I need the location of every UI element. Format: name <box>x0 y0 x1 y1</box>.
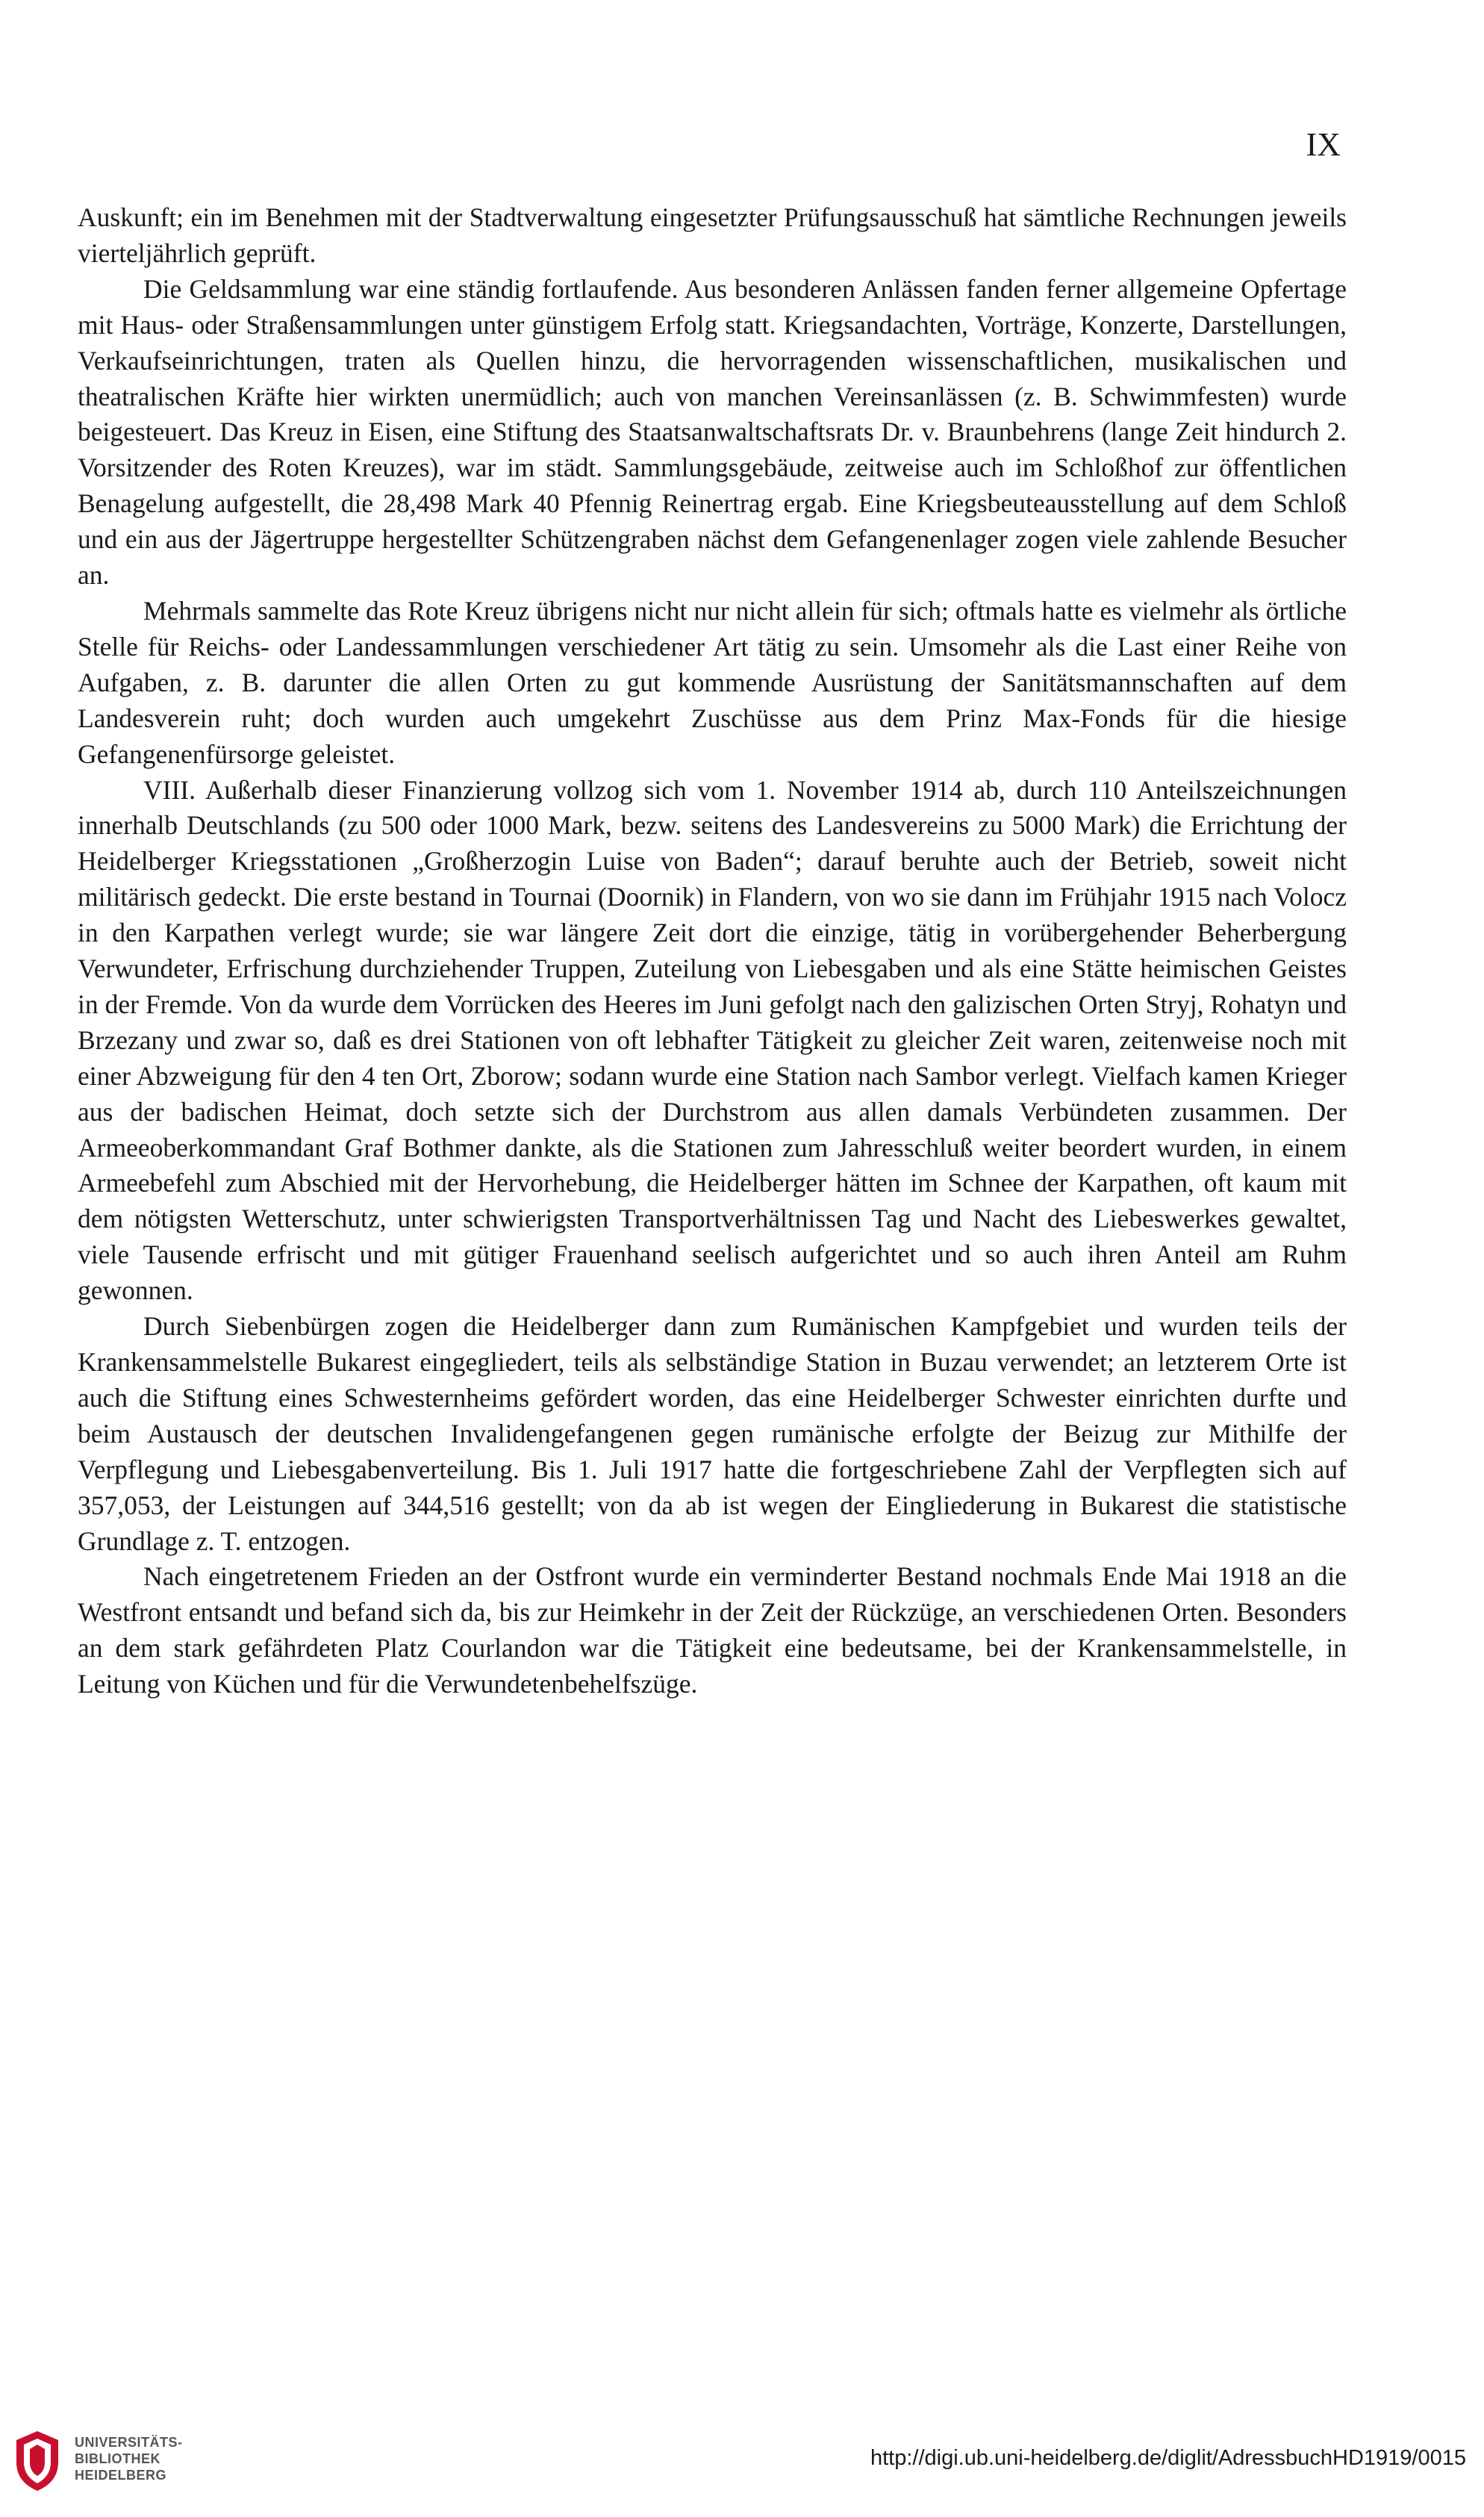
paragraph: Auskunft; ein im Benehmen mit der Stadtverwaltung eingesetzter Prüfungsausschuß hat sämtliche Rechnungen jeweils vierteljährlich geprüft. <box>78 202 1347 268</box>
library-logo-text <box>75 2434 183 2483</box>
library-line: HEIDELBERG <box>75 2468 167 2483</box>
library-line: BIBLIOTHEK <box>75 2451 160 2466</box>
university-seal-icon <box>13 2428 61 2494</box>
library-line: UNIVERSITÄTS- <box>75 2435 183 2450</box>
paragraph: Die Geldsammlung war eine ständig fortlaufende. Aus besonderen Anlässen fanden ferner allgemeine Opfertage mit Haus- oder Straßensammlungen unter günstigem Erfolg statt. Kriegsandachten, Vorträge, Konzerte, Darstellungen, Verkaufseinrichtungen, traten als Quellen hinzu, die hervorragenden wissenschaftlichen, musikalischen und theatralischen Kräfte hier wirkten unermüdlich; auch von manchen Vereinsanlässen (z. B. Schwimmfesten) wurde beigesteuert. Das Kreuz in Eisen, eine Stiftung des Staatsanwaltschaftsrats Dr. v. Braunbehrens (lange Zeit hindurch 2. Vorsitzender des Roten Kreuzes), war im städt. Sammlungsgebäude, zeitweise auch im Schloßhof zur öffentlichen Benagelung aufgestellt, die 28,498 Mark 40 Pfennig Reinertrag ergab. Eine Kriegsbeuteausstellung auf dem Schloß und ein aus der Jägertruppe hergestellter Schützengraben nächst dem Gefangenenlager zogen viele zahlende Besucher an. <box>78 273 1347 591</box>
paragraph: Mehrmals sammelte das Rote Kreuz übrigens nicht nur nicht allein für sich; oftmals hatte es vielmehr als örtliche Stelle für Reichs- oder Landessammlungen verschiedener Art tätig zu sein. Umsomehr als die Last einer Reihe von Aufgaben, z. B. darunter die allen Orten zu gut kommende Ausrüstung der Sanitätsmannschaften auf dem Landesverein ruht; doch wurden auch umgekehrt Zuschüsse aus dem Prinz Max-Fonds für die hiesige Gefangenenfürsorge geleistet. <box>78 595 1347 769</box>
footer <box>0 2412 1484 2517</box>
paragraph: Durch Siebenbürgen zogen die Heidelberger dann zum Rumänischen Kampfgebiet und wurden teils der Krankensammelstelle Bukarest eingegliedert, teils als selbständige Station in Buzau verwendet; an letzterem Orte ist auch die Stiftung eines Schwesternheims gefördert worden, das eine Heidelberger Schwester einrichten durfte und beim Austausch der deutschen Invalidengefangenen gegen rumänische erfolgte der Beizug zur Mithilfe der Verpflegung und Liebesgabenverteilung. Bis 1. Juli 1917 hatte die fortgeschriebene Zahl der Verpflegten sich auf 357,053, der Leistungen auf 344,516 gestellt; von da ab ist wegen der Eingliederung in Bukarest die statistische Grundlage z. T. entzogen. <box>78 1311 1347 1556</box>
paragraph: VIII. Außerhalb dieser Finanzierung vollzog sich vom 1. November 1914 ab, durch 110 Anteilszeichnungen innerhalb Deutschlands (zu 500 oder 1000 Mark, bezw. seitens des Landesvereins zu 5000 Mark) die Errichtung der Heidelberger Kriegsstationen „Großherzogin Luise von Baden“; darauf beruhte auch der Betrieb, soweit nicht militärisch gedeckt. Die erste bestand in Tournai (Doornik) in Flandern, von wo sie dann im Frühjahr 1915 nach Volocz in den Karpathen verlegt wurde; sie war längere Zeit dort die einzige, tätig in vorübergehender Beherbergung Verwundeter, Erfrischung durchziehender Truppen, Zuteilung von Liebesgaben und als eine Stätte heimischen Geistes in der Fremde. Von da wurde dem Vorrücken des Heeres im Juni gefolgt nach den galizischen Orten Stryj, Rohatyn und Brzezany und zwar so, daß es drei Stationen von oft lebhafter Tätigkeit zu gleicher Zeit waren, zeitenweise noch mit einer Abzweigung für den 4 ten Ort, Zborow; sodann wurde eine Station nach Sambor verlegt. Vielfach kamen Krieger aus der badischen Heimat, doch setzte sich der Durchstrom aus allen damals Verbündeten zusammen. Der Armeeoberkommandant Graf Bothmer dankte, als die Stationen zum Jahresschluß weiter beordert wurden, in einem Armeebefehl zum Abschied mit der Hervorhebung, die Heidelberger hätten im Schnee der Karpathen, oft kaum mit dem nötigsten Wetterschutz, unter schwierigsten Transportverhältnissen Tag und Nacht des Liebeswerkes gewaltet, viele Tausende erfrischt und mit gütiger Frauenhand seelisch aufgerichtet und so auch ihren Anteil am Ruhm gewonnen. <box>78 774 1347 1306</box>
source-url[interactable]: http://digi.ub.uni-heidelberg.de/diglit/AdressbuchHD1919/0015 <box>870 2446 1466 2470</box>
paragraph: Nach eingetretenem Frieden an der Ostfront wurde ein verminderter Bestand nochmals Ende Mai 1918 an die Westfront entsandt und befand sich da, bis zur Heimkehr in der Zeit der Rückzüge, an verschiedenen Orten. Besonders an dem stark gefährdeten Platz Courlandon war die Tätigkeit eine bedeutsame, bei der Krankensammelstelle, in Leitung von Küchen und für die Verwundetenbehelfszüge. <box>78 1561 1347 1699</box>
body-text <box>78 200 1347 1702</box>
page-number: IX <box>1306 126 1341 163</box>
